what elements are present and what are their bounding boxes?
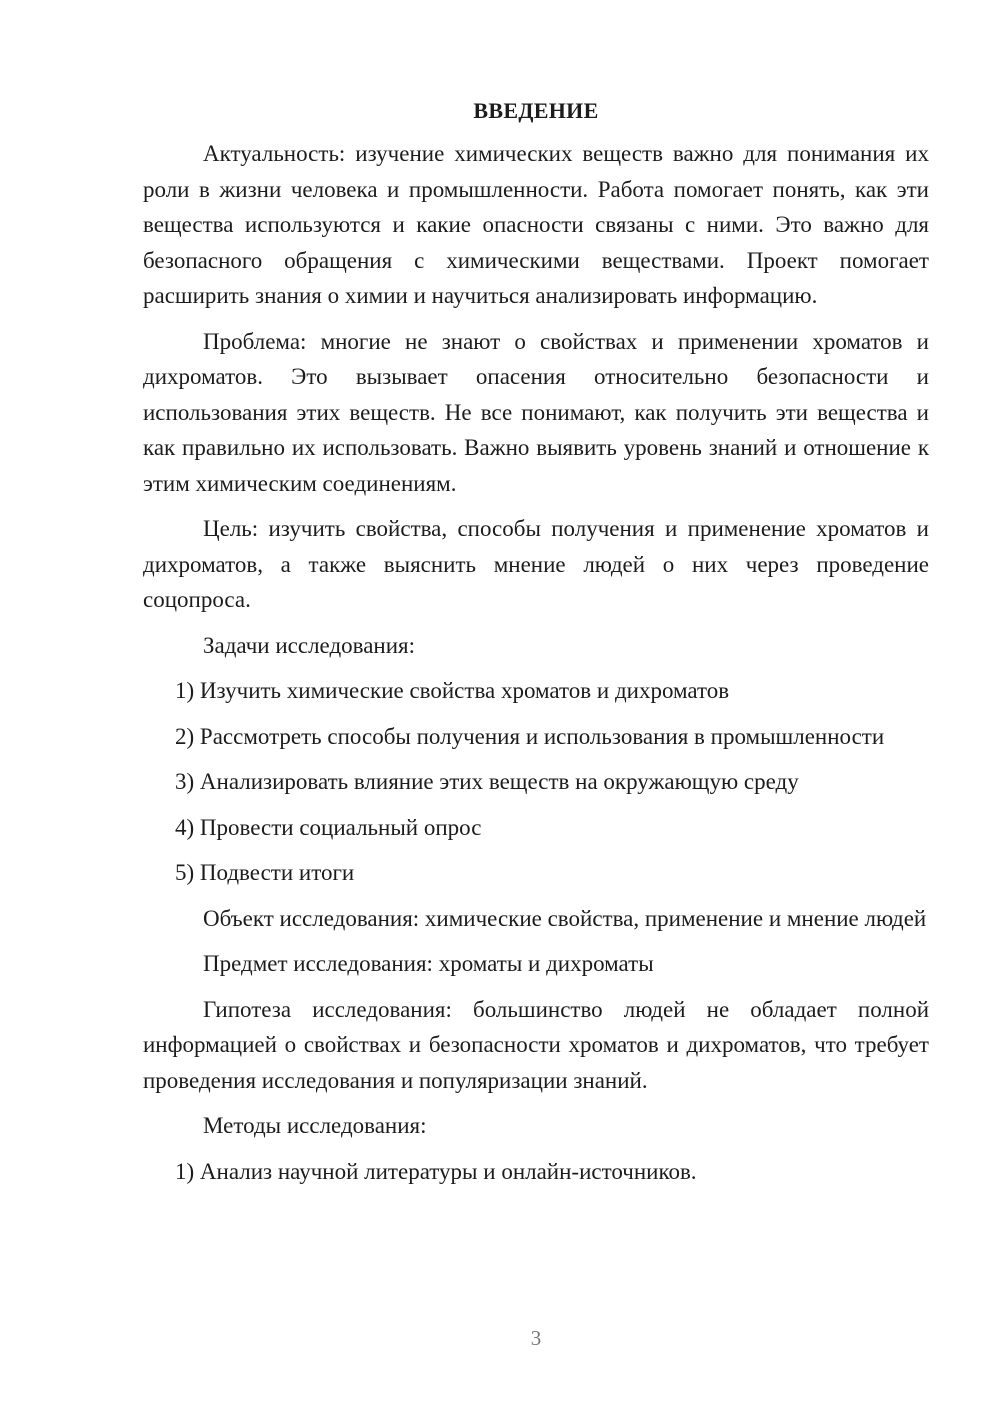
task-item: 5) Подвести итоги [175,860,355,885]
methods-heading: Методы исследования: [203,1113,427,1138]
page-number: 3 [530,1326,542,1350]
task-item: 1) Изучить химические свойства хроматов и дихроматов [175,678,730,703]
task-item: 3) Анализировать влияние этих веществ на окружающую среду [175,769,799,794]
subject-paragraph: Предмет исследования: хроматы и дихроматы [203,951,654,976]
method-item: 1) Анализ научной литературы и онлайн-источников. [175,1158,697,1184]
tasks-heading: Задачи исследования: [203,632,416,658]
goal-paragraph: Цель: изучить свойства, способы получения и применение хроматов и дихроматов, а также выяснить мнение людей о них через проведение соцопроса. [143,516,929,612]
problem-paragraph: Проблема: многие не знают о свойствах и применении хроматов и дихроматов. Это вызывает опасения относительно безопасности и использования этих веществ. Не все понимают, как получить эти вещества и как правильно их использовать. Важно выявить уровень знаний и отношение к этим химическим соединениям. [143,328,929,496]
task-item: 2) Рассмотреть способы получения и использования в промышленности [175,723,885,749]
task-item: 4) Провести социальный опрос [175,814,482,840]
page-title: ВВЕДЕНИЕ [473,98,599,123]
page-content [143,94,929,1199]
relevance-paragraph: Актуальность: изучение химических веществ важно для понимания их роли в жизни человека и промышленности. Работа помогает понять, как эти вещества используются и какие опасности связаны с ними. Это важно для безопасного обращения с химическими веществами. Проект помогает расширить знания о химии и научиться анализировать информацию. [143,141,929,308]
object-paragraph: Объект исследования: химические свойства, применение и мнение людей [203,905,927,931]
hypothesis-paragraph: Гипотеза исследования: большинство людей не обладает полной информацией о свойствах и безопасности хроматов и дихроматов, что требует проведения исследования и популяризации знаний. [143,996,929,1093]
